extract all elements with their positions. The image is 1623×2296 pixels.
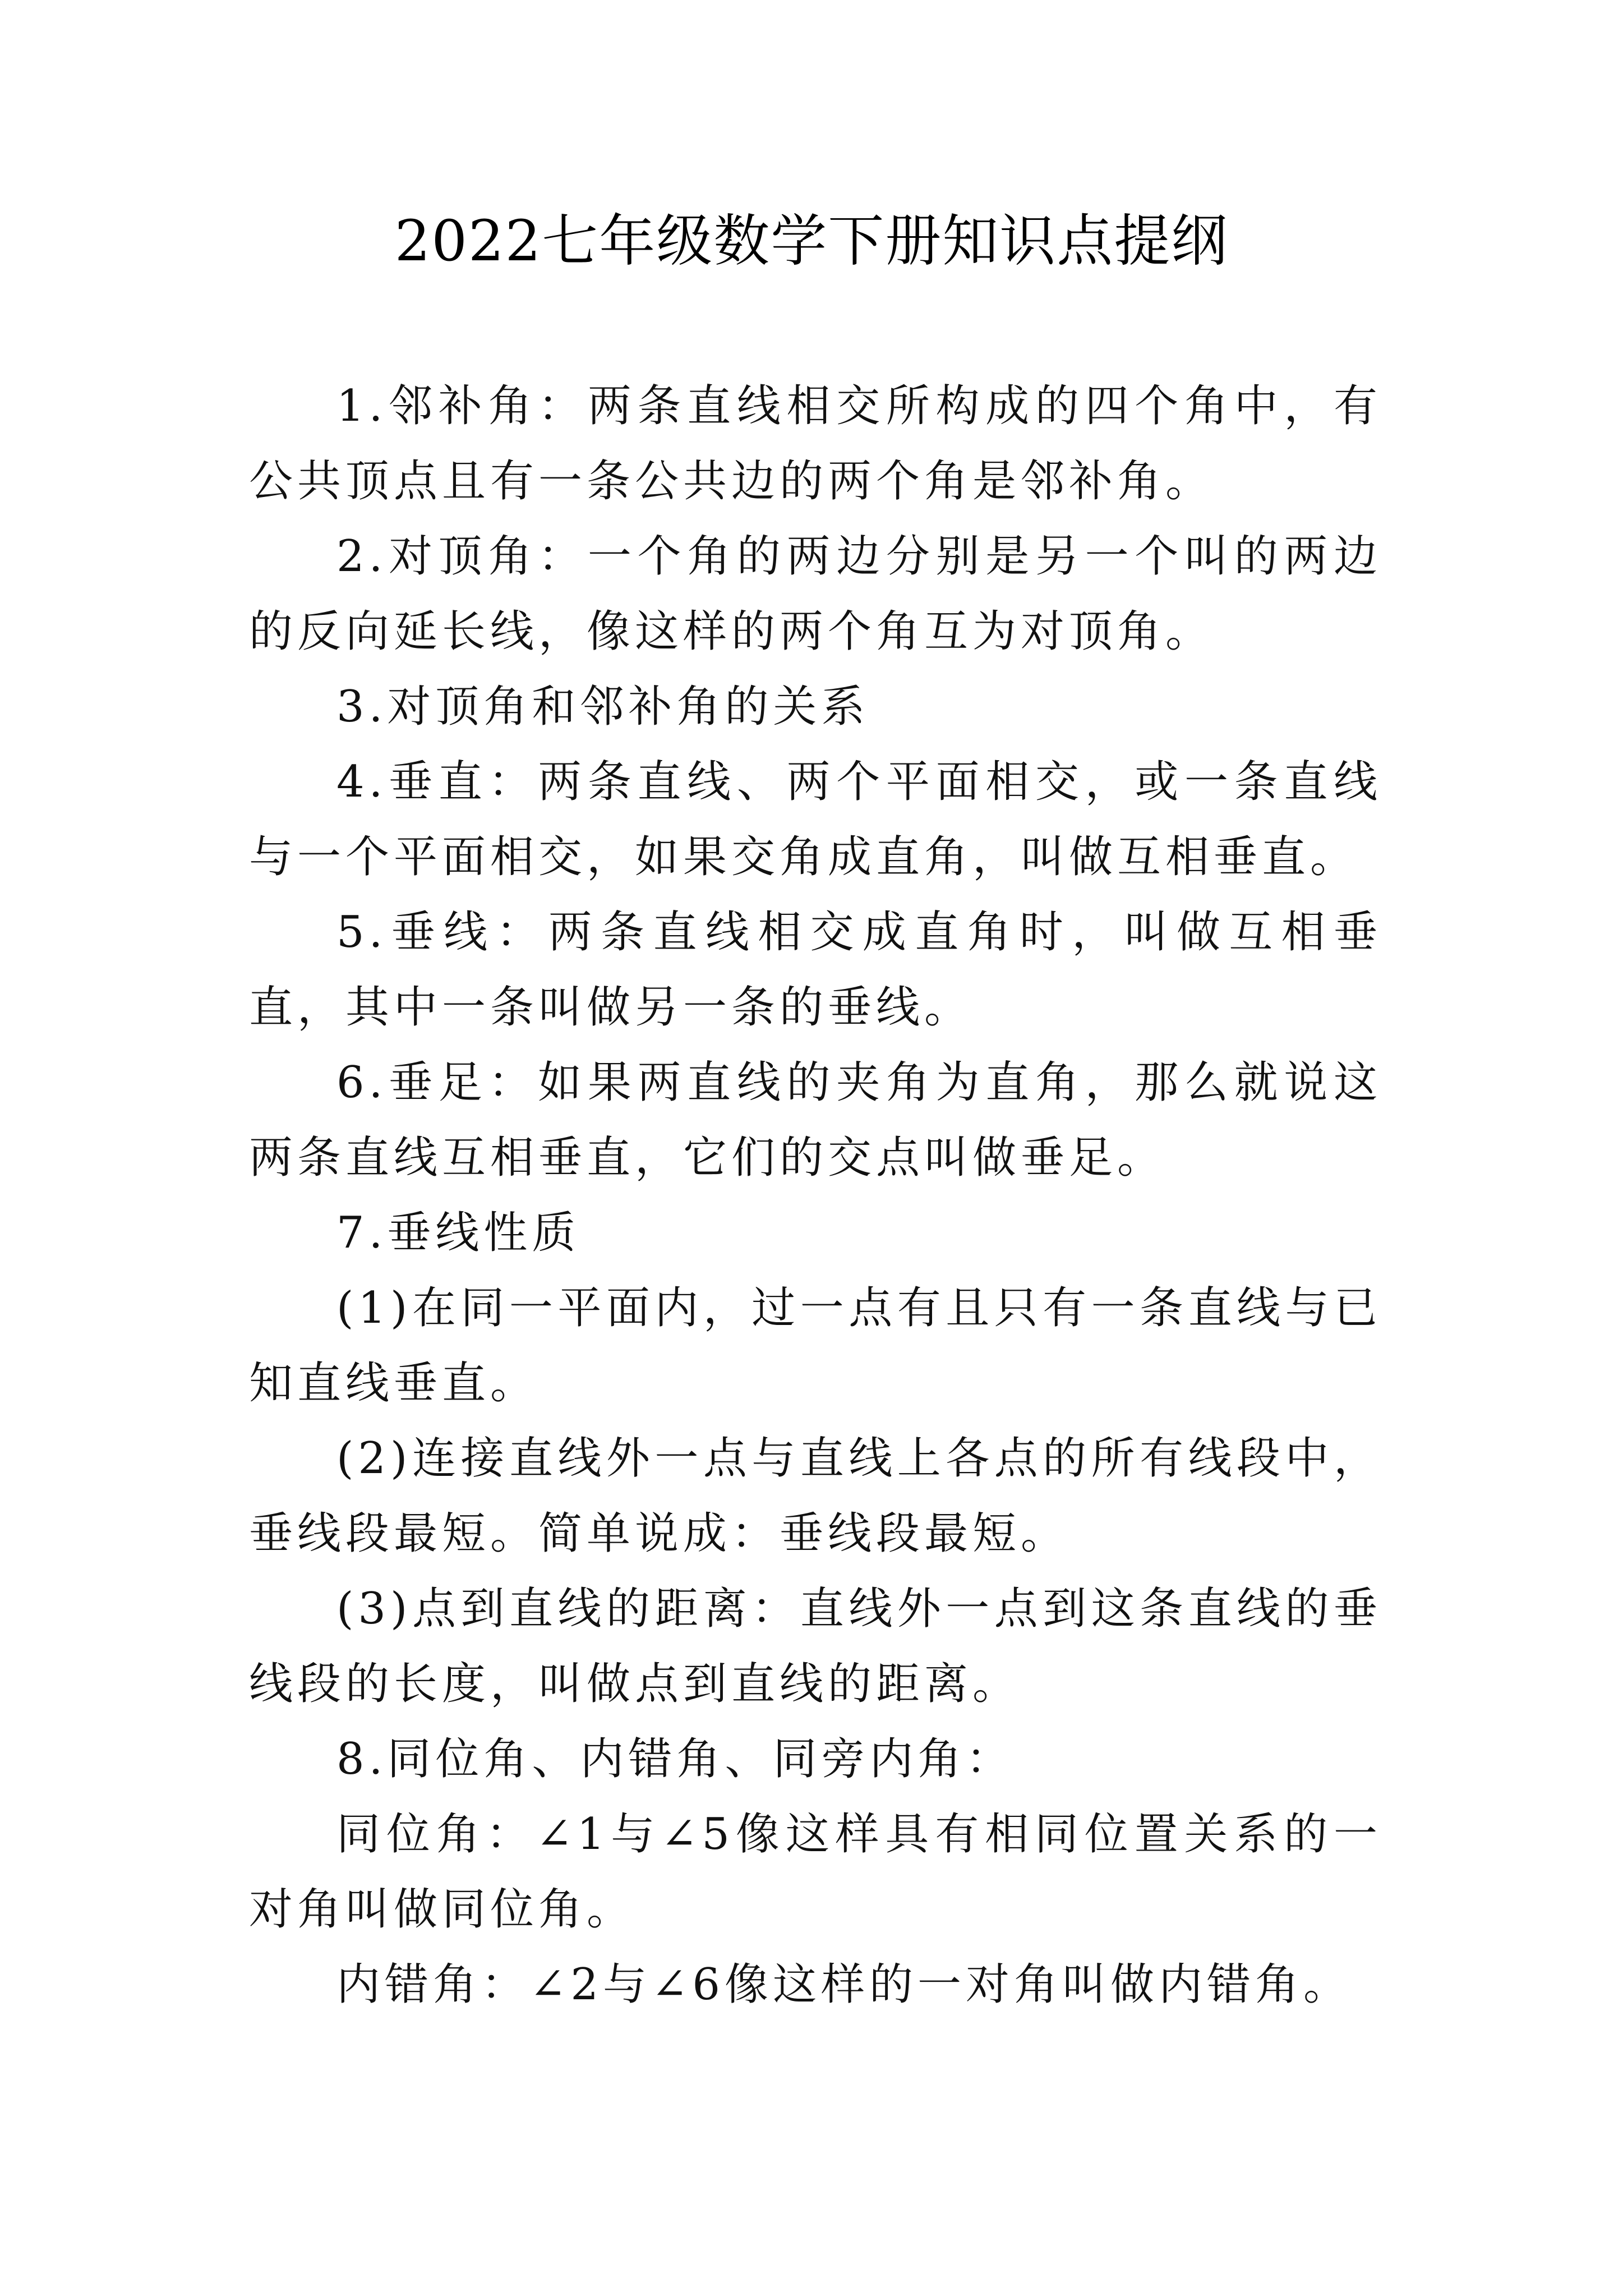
paragraph-perpendicular-line: 5.垂线：两条直线相交成直角时，叫做互相垂直，其中一条叫做另一条的垂线。 bbox=[249, 907, 1382, 1033]
document-title: 2022七年级数学下册知识点提纲 bbox=[394, 208, 1229, 274]
paragraph-corresponding-angles: 同位角：∠1与∠5像这样具有相同位置关系的一对角叫做同位角。 bbox=[249, 1809, 1382, 1935]
paragraph-property-1: (1)在同一平面内，过一点有且只有一条直线与已知直线垂直。 bbox=[249, 1283, 1382, 1409]
paragraph-angle-types: 8.同位角、内错角、同旁内角： bbox=[336, 1734, 1015, 1784]
paragraph-property-3: (3)点到直线的距离：直线外一点到这条直线的垂线段的长度，叫做点到直线的距离。 bbox=[249, 1584, 1382, 1709]
paragraph-adjacent-supplementary-angles: 1.邻补角：两条直线相交所构成的四个角中，有公共顶点且有一条公共边的两个角是邻补角。 bbox=[249, 381, 1382, 507]
paragraph-property-2: (2)连接直线外一点与直线上各点的所有线段中，垂线段最短。简单说成：垂线段最短。 bbox=[249, 1433, 1382, 1559]
paragraph-angle-relationship: 3.对顶角和邻补角的关系 bbox=[336, 682, 870, 732]
paragraph-perpendicular: 4.垂直：两条直线、两个平面相交，或一条直线与一个平面相交，如果交角成直角，叫做互相垂直。 bbox=[249, 757, 1382, 882]
paragraph-vertical-angles: 2.对顶角：一个角的两边分别是另一个叫的两边的反向延长线，像这样的两个角互为对顶角。 bbox=[249, 531, 1382, 657]
paragraph-perpendicular-properties: 7.垂线性质 bbox=[336, 1208, 580, 1258]
paragraph-foot-of-perpendicular: 6.垂足：如果两直线的夹角为直角，那么就说这两条直线互相垂直，它们的交点叫做垂足。 bbox=[249, 1057, 1382, 1183]
paragraph-alternate-interior-angles: 内错角：∠2与∠6像这样的一对角叫做内错角。 bbox=[336, 1959, 1352, 2010]
document-body bbox=[249, 369, 1382, 2022]
